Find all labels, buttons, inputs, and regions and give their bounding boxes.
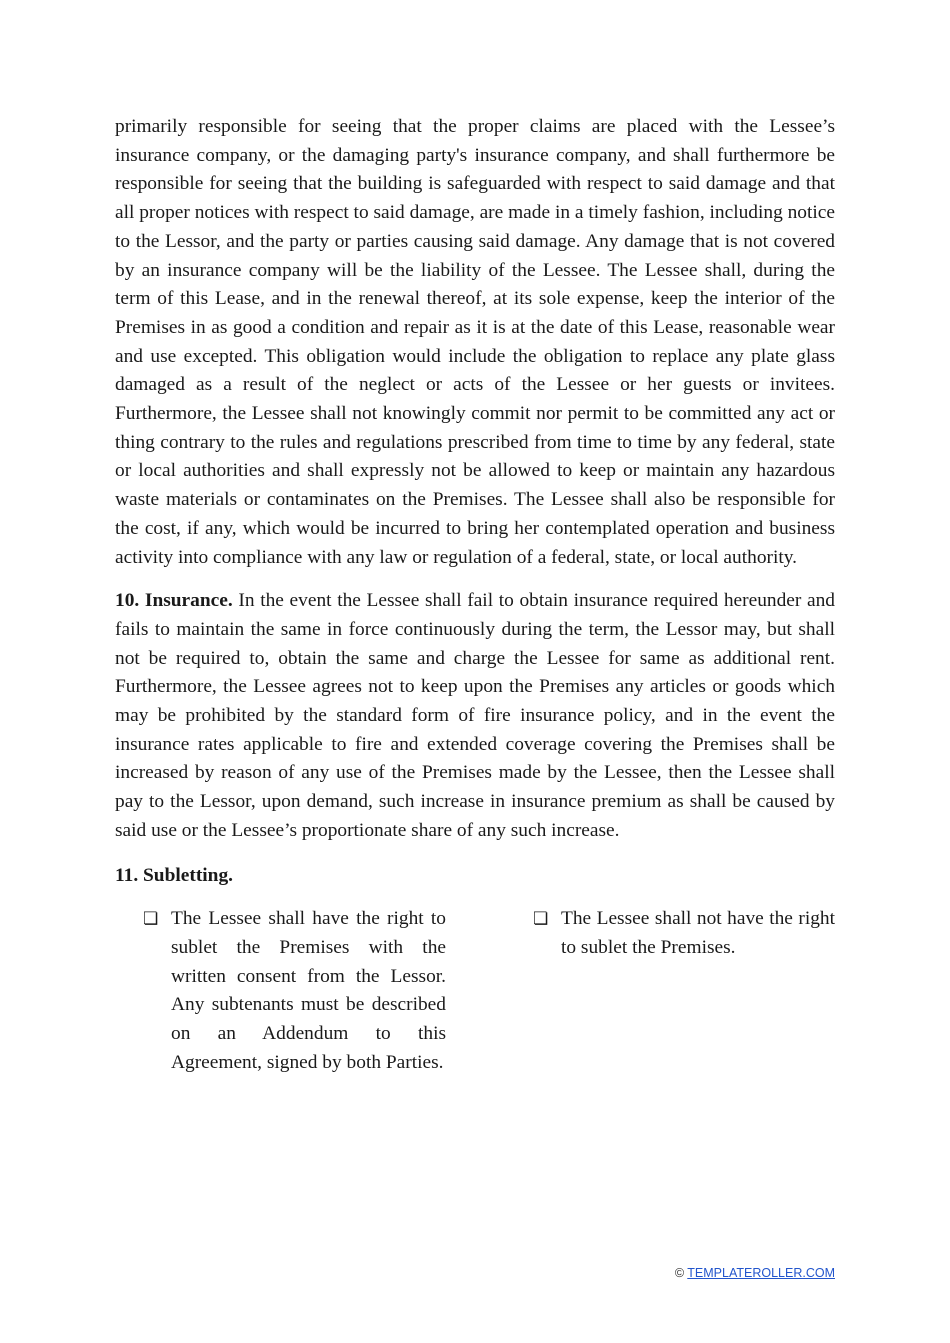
section-10-insurance	[115, 587, 835, 845]
checkbox-icon[interactable]: ❏	[143, 909, 159, 930]
document-page	[115, 113, 835, 1105]
sublet-not-allowed-text: The Lessee shall not have the right to sublet the Premises.	[561, 908, 835, 958]
sublet-not-allowed-option[interactable]	[533, 905, 835, 962]
copyright-icon: ©	[674, 1266, 685, 1280]
sublet-allowed-text: The Lessee shall have the right to sublet the Premises with the written consent from the Lessor. Any subtenants must be described on an Addendum to this Agreement, signed by both Parties.	[171, 908, 446, 1073]
templateroller-link[interactable]: TEMPLATEROLLER.COM	[687, 1266, 835, 1280]
checkbox-icon[interactable]: ❏	[533, 909, 549, 930]
sublet-allowed-option[interactable]	[143, 905, 446, 1077]
section-11-heading: 11. Subletting.	[115, 864, 233, 886]
section-10-body: In the event the Lessee shall fail to obtain insurance required hereunder and fails to maintain the same in force continuously during the term, the Lessor may, but shall not be required to, obtain the same and charge the Lessee for same as additional rent. Furthermore, the Lessee agrees not to keep upon the Premises any articles or goods which may be prohibited by the standard form of fire insurance policy, and in the event the insurance rates applicable to fire and extended coverage covering the Premises shall be increased by reason of any use of the Premises made by the Lessee, then the Lessee shall pay to the Lessor, upon demand, such increase in insurance premium as shall be caused by said use or the Lessee’s proportionate share of any such increase.	[115, 590, 835, 841]
paragraph-9-continued: primarily responsible for seeing that the proper claims are placed with the Lessee’s insurance company, or the damaging party's insurance company, and shall furthermore be responsible for seeing that the building is safeguarded with respect to said damage and that all proper notices with respect to said damage, are made in a timely fashion, including notice to the Lessor, and the party or parties causing said damage. Any damage that is not covered by an insurance company will be the liability of the Lessee. The Lessee shall, during the term of this Lease, and in the renewal thereof, at its sole expense, keep the interior of the Premises in as good a condition and repair as it is at the date of this Lease, reasonable wear and use excepted. This obligation would include the obligation to replace any plate glass damaged as a result of the neglect or acts of the Lessee or her guests or invitees. Furthermore, the Lessee shall not knowingly commit nor permit to be committed any act or thing contrary to the rules and regulations prescribed from time to time by any federal, state or local authorities and shall expressly not be allowed to keep or maintain any hazardous waste materials or contaminates on the Premises. The Lessee shall also be responsible for the cost, if any, which would be incurred to bring her contemplated operation and business activity into compliance with any law or regulation of a federal, state, or local authority.	[115, 116, 835, 568]
subletting-options	[115, 905, 835, 1105]
section-10-heading: 10. Insurance.	[115, 590, 233, 612]
footer-credit	[675, 1266, 835, 1280]
